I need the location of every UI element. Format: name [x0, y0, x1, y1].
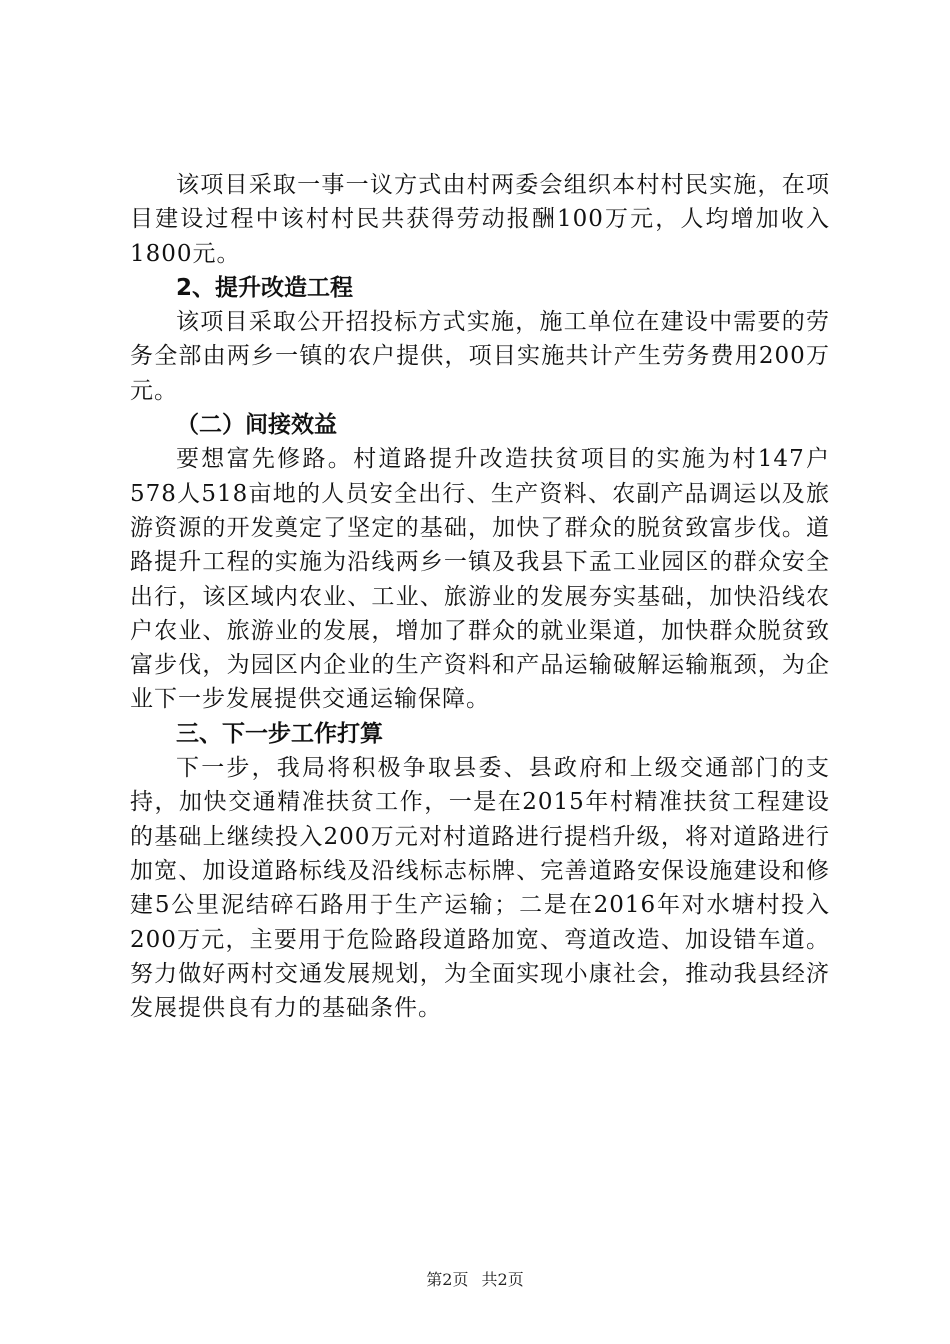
page-number-total: 共2页: [481, 1270, 524, 1289]
paragraph-upgrade-labor: 该项目采取公开招投标方式实施，施工单位在建设中需要的劳务全部由两乡一镇的农户提供，项目实施共计产生劳务费用200万元。: [130, 309, 830, 404]
heading-indirect-benefits: （二）间接效益: [176, 412, 337, 439]
document-body: [130, 168, 830, 1025]
paragraph-next-steps: 下一步，我局将积极争取县委、县政府和上级交通部门的支持，加快交通精准扶贫工作，一是在2015年村精准扶贫工程建设的基础上继续投入200万元对村道路进行提档升级，将对道路进行加宽、加设道路标线及沿线标志标牌、完善道路安保设施建设和修建5公里泥结碎石路用于生产运输；二是在2016年对水塘村投入200万元，主要用于危险路段道路加宽、弯道改造、加设错车道。努力做好两村交通发展规划，为全面实现小康社会，推动我县经济发展提供良有力的基础条件。: [130, 755, 830, 1022]
page-number-current: 第2页: [426, 1270, 469, 1289]
heading-next-steps: 三、下一步工作打算: [176, 720, 383, 747]
paragraph-labor-income: 该项目采取一事一议方式由村两委会组织本村村民实施，在项目建设过程中该村村民共获得劳动报酬100万元，人均增加收入1800元。: [130, 172, 830, 267]
heading-upgrade-project: 2、提升改造工程: [176, 274, 354, 301]
paragraph-indirect-benefits: 要想富先修路。村道路提升改造扶贫项目的实施为村147户578人518亩地的人员安全出行、生产资料、农副产品调运以及旅游资源的开发奠定了坚定的基础，加快了群众的脱贫致富步伐。道路提升工程的实施为沿线两乡一镇及我县下孟工业园区的群众安全出行，该区域内农业、工业、旅游业的发展夯实基础，加快沿线农户农业、旅游业的发展，增加了群众的就业渠道，加快群众脱贫致富步伐，为园区内企业的生产资料和产品运输破解运输瓶颈，为企业下一步发展提供交通运输保障。: [130, 446, 830, 713]
page-footer: [0, 1270, 950, 1290]
